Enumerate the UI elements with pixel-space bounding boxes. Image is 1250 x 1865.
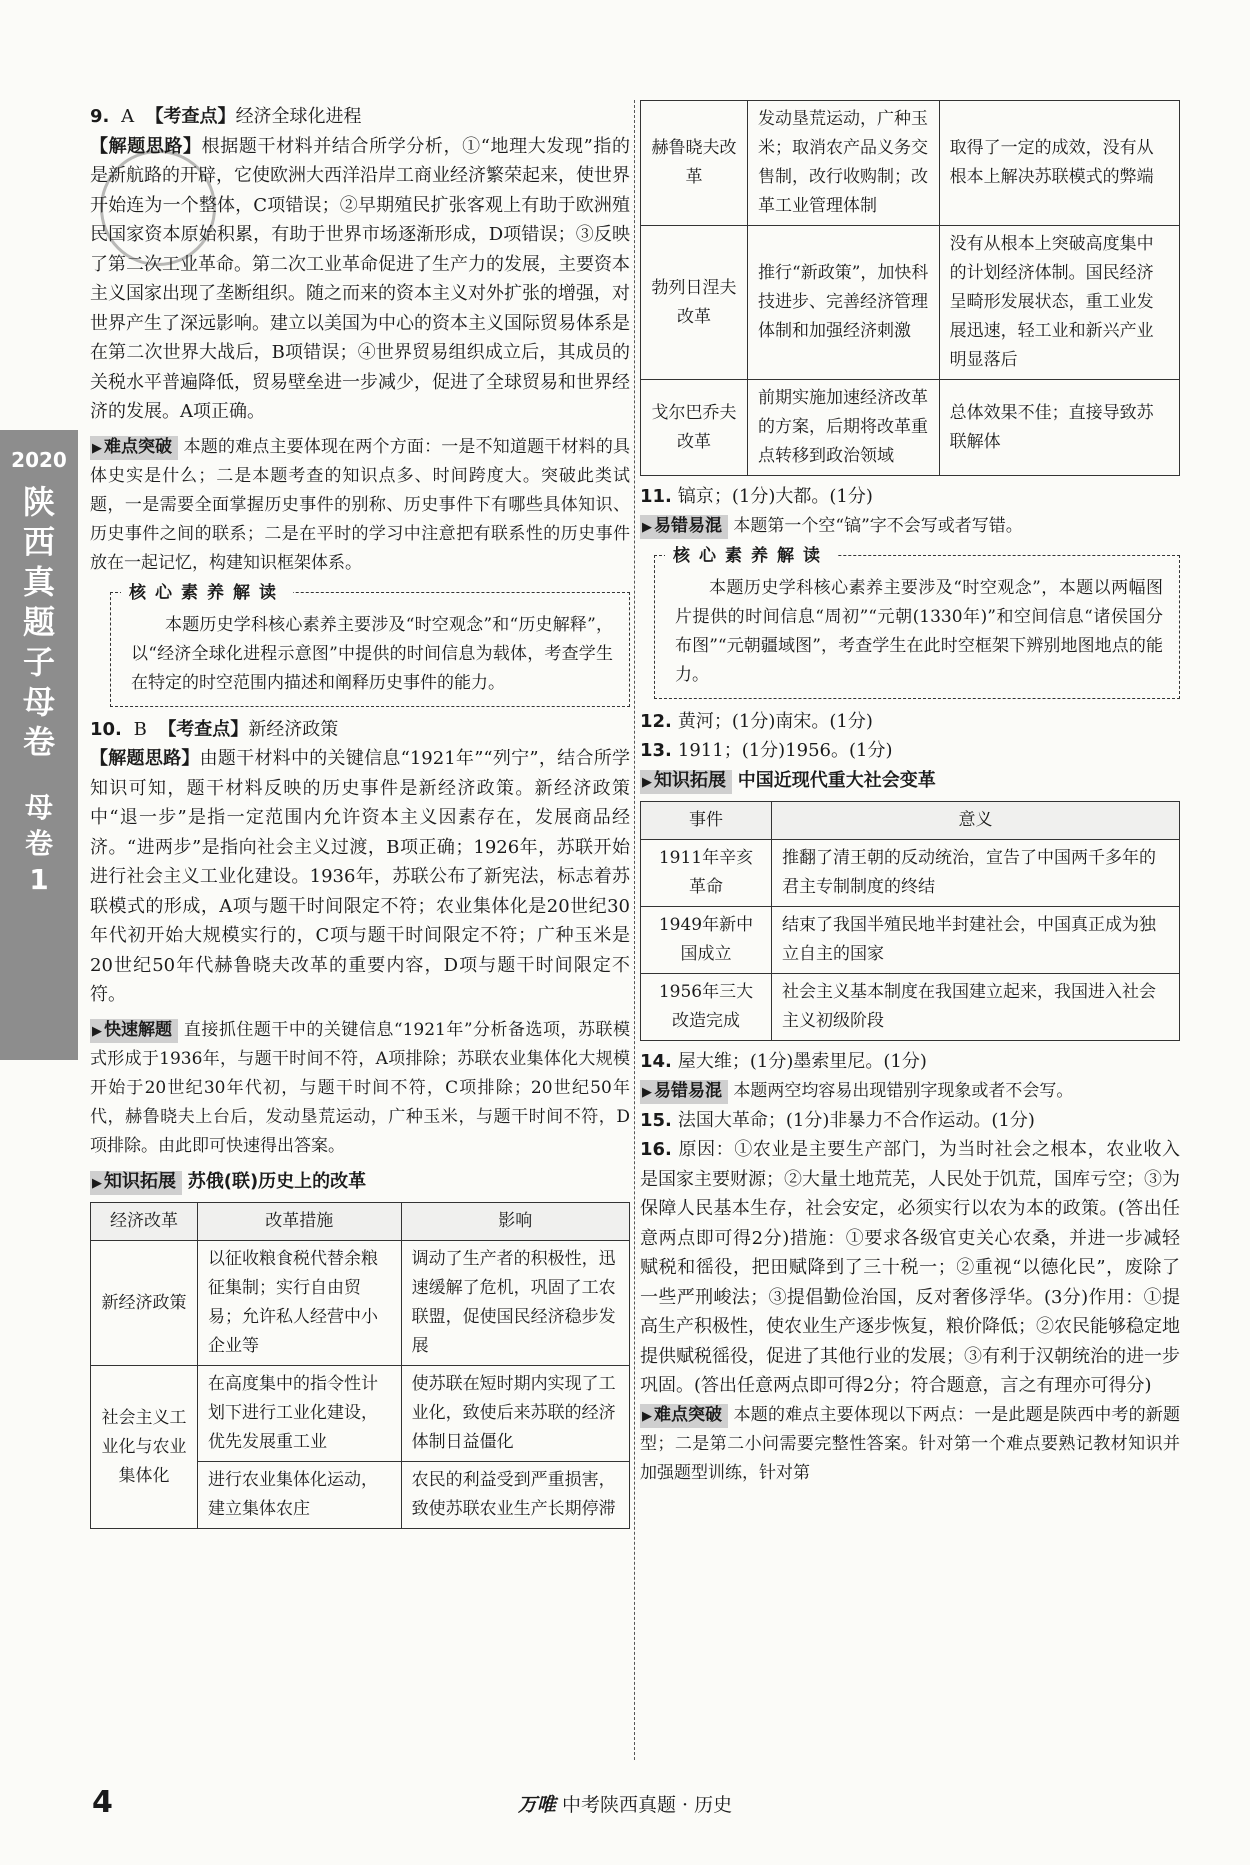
table-row: 1956年三大改造完成 社会主义基本制度在我国建立起来，我国进入社会主义初级阶段 (641, 974, 1180, 1041)
left-column (90, 102, 630, 1529)
reform-table (90, 1202, 630, 1529)
q14-answer: 14. 屋大维；(1分)墨索里尼。(1分) (640, 1051, 927, 1072)
table-header: 经济改革 改革措施 影响 (91, 1203, 630, 1241)
q9-literacy-box: 核心素养解读 本题历史学科核心素养主要涉及“时空观念”和“历史解释”，以“经济全球化进程示意图”中提供的时间信息为载体，考查学生在特定的时空范围内描述和阐释历史事件的能力。 (110, 592, 630, 707)
change-table (640, 801, 1180, 1041)
q13-knowledge-title: ▶ 知识拓展 中国近现代重大社会变革 (640, 766, 1180, 796)
table-header: 事件 意义 (641, 802, 1180, 840)
q16-answer: 16. 原因：①农业是主要生产部门，为当时社会之根本，农业收入是国家主要财源；②大量土地荒芜，人民处于饥荒，国库亏空；③为保障人民基本生存，社会安定，必须实行以农为本的政策。(答出任意两点即可得2分)措施：①要求各级官吏关心农桑，并进一步减轻赋税和徭役，把田赋降到了三十税一；②重视“以德化民”，废除了一些严刑峻法；③提倡勤俭治国，反对奢侈浮华。(3分)作用：①提高生产积极性，使农业生产逐步恢复，粮价降低；②农民能够稳定地提供赋税徭役，促进了其他行业的发展；③有利于汉朝统治的进一步巩固。(答出任意两点即可得2分；符合题意，言之有理亦可得分) (640, 1139, 1180, 1396)
q10-analysis: 【解题思路】由题干材料中的关键信息“1921年”“列宁”，结合所学知识可知，题干材料反映的历史事件是新经济政策。新经济政策中“退一步”是指一定范围内允许资本主义因素存在，发展商品经济。“进两步”是指向社会主义过渡，B项正确；1926年，苏联开始进行社会主义工业化建设。1936年，苏联公布了新宪法，标志着苏联模式的形成，A项与题干时间限定不符；农业集体化是20世纪30年代初开始大规模实行的，C项与题干时间限定不符；广种玉米是20世纪50年代赫鲁晓夫改革的重要内容，D项与题干时间限定不符。 (90, 748, 630, 1005)
table-row: 赫鲁晓夫改革 发动垦荒运动，广种玉米；取消农产品义务交售制，改行收购制；改革工业管理体制 取得了一定的成效，没有从根本上解决苏联模式的弊端 (641, 101, 1180, 226)
side-subtitle: 母 卷 1 (24, 791, 53, 896)
table-row: 戈尔巴乔夫改革 前期实施加速经济改革的方案，后期将改革重点转移到政治领域 总体效果不佳；直接导致苏联解体 (641, 380, 1180, 476)
page-number: 4 (92, 1785, 113, 1820)
table-row: 社会主义工业化与农业集体化 在高度集中的指令性计划下进行工业化建设，优先发展重工业 使苏联在短时期内实现了工业化，致使后来苏联的经济体制日益僵化 (91, 1366, 630, 1462)
q11-literacy-box: 核心素养解读 本题历史学科核心素养主要涉及“时空观念”，本题以两幅图片提供的时间信息“周初”“元朝(1330年)”和空间信息“诸侯国分布图”“元朝疆域图”，考查学生在此时空框架下辨别地图地点的能力。 (654, 555, 1180, 699)
q11-mistake: ▶ 易错易混 本题第一个空“镐”字不会写或者写错。 (640, 512, 1180, 541)
q9-header: 9. A 【考查点】经济全球化进程 (90, 106, 362, 127)
q13-answer: 13. 1911；(1分)1956。(1分) (640, 740, 893, 761)
q9-analysis: 【解题思路】根据题干材料并结合所学分析，①“地理大发现”指的是新航路的开辟，它使欧洲大西洋沿岸工商业经济繁荣起来，使世界开始连为一个整体，C项错误；②早期殖民扩张客观上有助于欧洲殖民国家资本原始积累，有助于世界市场逐渐形成，D项错误；③反映了第二次工业革命。第二次工业革命促进了生产力的发展，主要资本主义国家出现了垄断组织。随之而来的资本主义对外扩张的增强，对世界产生了深远影响。建立以美国为中心的资本主义国际贸易体系是在第二次世界大战后，B项错误；④世界贸易组织成立后，其成员的关税水平普遍降低，贸易壁垒进一步减少，促进了全球贸易和世界经济的发展。A项正确。 (90, 135, 630, 422)
table-row: 进行农业集体化运动，建立集体农庄 农民的利益受到严重损害，致使苏联农业生产长期停滞 (91, 1462, 630, 1529)
footer-title: 中考陕西真题 · 历史 (561, 1794, 733, 1816)
table-row: 1949年新中国成立 结束了我国半殖民地半封建社会，中国真正成为独立自主的国家 (641, 907, 1180, 974)
side-tab (0, 430, 78, 1060)
q10-knowledge-title: ▶ 知识拓展 苏俄(联)历史上的改革 (90, 1167, 630, 1197)
q10-quick: ▶ 快速解题 直接抓住题干中的关键信息“1921年”分析备选项，苏联模式形成于1936年，与题干时间不符，A项排除；苏联农业集体化大规模开始于20世纪30年代初，与题干时间不符，C项排除；20世纪50年代，赫鲁晓夫上台后，发动垦荒运动，广种玉米，与题干时间不符，D项排除。由此即可快速得出答案。 (90, 1016, 630, 1161)
side-year: 2020 (11, 448, 67, 472)
table-row: 勃列日涅夫改革 推行“新政策”，加快科技进步、完善经济管理体制和加强经济刺激 没有从根本上突破高度集中的计划经济体制。国民经济呈畸形发展状态，重工业发展迅速，轻工业和新兴产业明显落后 (641, 226, 1180, 380)
side-title: 陕 西 真 题 子 母 卷 (22, 483, 55, 761)
q15-answer: 15. 法国大革命；(1分)非暴力不合作运动。(1分) (640, 1109, 1035, 1131)
column-divider (634, 100, 635, 1760)
footer (0, 1790, 1250, 1817)
right-column (640, 100, 1180, 1488)
q16-difficulty: ▶ 难点突破 本题的难点主要体现以下两点：一是此题是陕西中考的新题型；二是第二小问需要完整性答案。针对第一个难点要熟记教材知识并加强题型训练，针对第 (640, 1401, 1180, 1488)
brand-logo: 万唯 (517, 1794, 556, 1816)
q10-header: 10. B 【考查点】新经济政策 (90, 718, 339, 740)
q11-answer: 11. 镐京；(1分)大都。(1分) (640, 486, 873, 507)
q14-mistake: ▶ 易错易混 本题两空均容易出现错别字现象或者不会写。 (640, 1077, 1180, 1106)
reform-table-continued (640, 100, 1180, 476)
q12-answer: 12. 黄河；(1分)南宋。(1分) (640, 710, 873, 732)
table-row: 新经济政策 以征收粮食税代替余粮征集制；实行自由贸易；允许私人经营中小企业等 调动了生产者的积极性，迅速缓解了危机，巩固了工农联盟，促使国民经济稳步发展 (91, 1241, 630, 1366)
table-row: 1911年辛亥革命 推翻了清王朝的反动统治，宣告了中国两千多年的君主专制制度的终结 (641, 840, 1180, 907)
q9-difficulty: ▶ 难点突破 本题的难点主要体现在两个方面：一是不知道题干材料的具体史实是什么；二是本题考查的知识点多、时间跨度大。突破此类试题，一是需要全面掌握历史事件的别称、历史事件下有哪些具体知识、历史事件之间的联系；二是在平时的学习中注意把有联系性的历史事件放在一起记忆，构建知识框架体系。 (90, 433, 630, 578)
